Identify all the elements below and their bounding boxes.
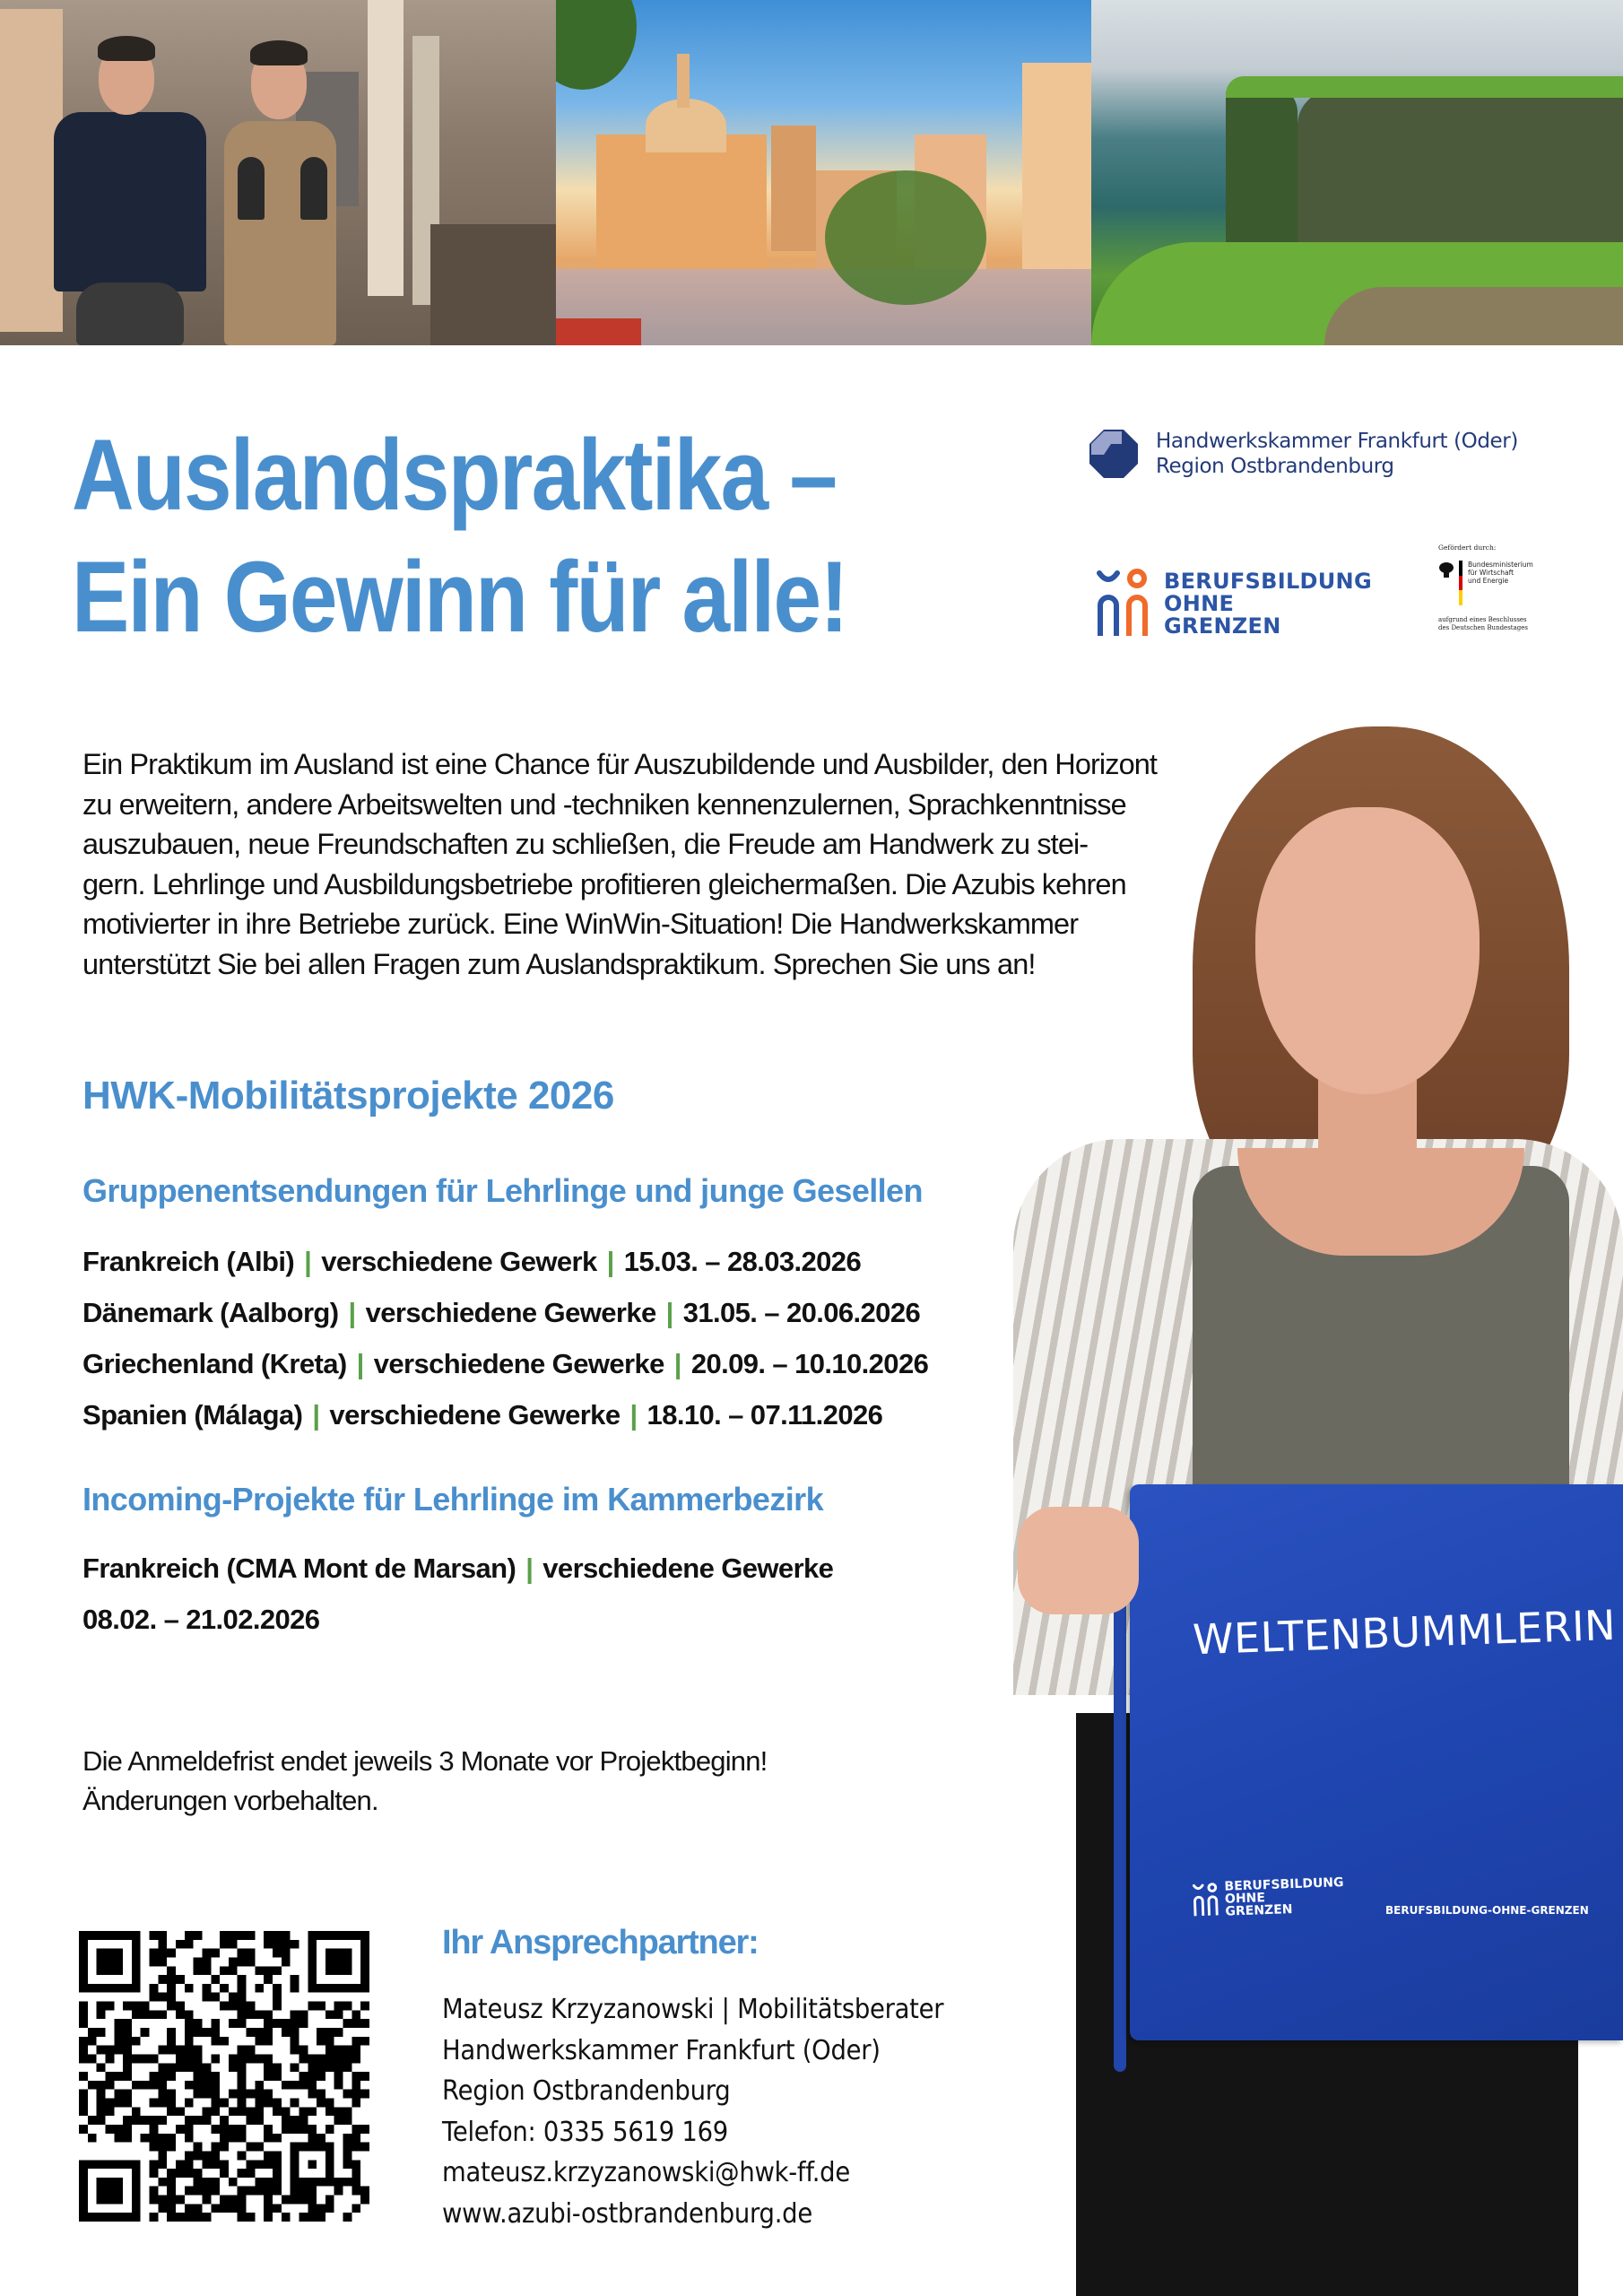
weltenbummlerin-bag xyxy=(1130,1484,1623,2040)
project-trades: verschiedene Gewerk xyxy=(321,1245,597,1277)
intro-line: motivierter in ihre Betriebe zurück. Eine WinWin-Situation! Die Handwerkskammer xyxy=(82,908,1079,941)
project-row xyxy=(82,1287,928,1338)
decree-line-2: des Deutschen Bundestages xyxy=(1438,624,1528,631)
contact-details xyxy=(442,1989,943,2234)
contact-website-link[interactable]: www.azubi-ostbrandenburg.de xyxy=(442,2197,812,2230)
photo-workshop xyxy=(0,0,556,345)
separator: | xyxy=(312,1398,320,1431)
intro-line: auszubauen, neue Freundschaften zu schließen, die Freude am Handwerk zu stei- xyxy=(82,828,1089,861)
qr-code[interactable] xyxy=(79,1931,369,2222)
face xyxy=(1255,807,1480,1094)
page-title xyxy=(72,414,873,658)
hwk-logo xyxy=(1089,429,1518,479)
deadline-note: Die Anmeldefrist endet jeweils 3 Monate vor Projektbeginn! xyxy=(82,1745,768,1777)
intro-line: zu erweitern, andere Arbeitswelten und -techniken kennenzulernen, Sprachkenntnisse xyxy=(82,787,1126,821)
hand xyxy=(1018,1507,1139,1614)
project-dates: 20.09. – 10.10.2026 xyxy=(690,1347,929,1379)
contact-org-line-1: Handwerkskammer Frankfurt (Oder) xyxy=(442,2034,881,2066)
contact-heading: Ihr Ansprechpartner: xyxy=(442,1924,759,1961)
berufsbildung-ohne-grenzen-logo xyxy=(1096,568,1372,639)
bag-logo-line-1: BERUFSBILDUNG xyxy=(1224,1875,1344,1894)
craftsman-figure xyxy=(54,22,206,345)
bag-bog-logo xyxy=(1192,1876,1344,1919)
separator: | xyxy=(525,1552,534,1584)
federal-eagle-icon xyxy=(1438,561,1454,578)
bog-figures-icon xyxy=(1192,1882,1219,1918)
separator: | xyxy=(673,1347,681,1379)
incoming-projects-heading: Incoming-Projekte für Lehrlinge im Kammerbezirk xyxy=(82,1481,823,1518)
bag-url: BERUFSBILDUNG-OHNE-GRENZEN xyxy=(1385,1904,1589,1917)
project-row xyxy=(82,1338,928,1389)
changes-note: Änderungen vorbehalten. xyxy=(82,1785,378,1816)
photo-valencia xyxy=(556,0,1091,345)
funded-by-label: Gefördert durch: xyxy=(1438,544,1497,552)
project-destination: Spanien (Málaga) xyxy=(82,1398,303,1431)
projects-heading: HWK-Mobilitätsprojekte 2026 xyxy=(82,1074,614,1118)
header-photo-strip xyxy=(0,0,1623,345)
qr-code-icon xyxy=(79,1931,369,2222)
separator: | xyxy=(356,1347,364,1379)
ministry-line-2: für Wirtschaft xyxy=(1468,569,1515,577)
bog-line-2: OHNE xyxy=(1164,590,1235,616)
contact-email-link[interactable]: mateusz.krzyzanowski@hwk-ff.de xyxy=(442,2157,850,2188)
project-trades: verschiedene Gewerke xyxy=(329,1398,621,1431)
contact-name-role: Mateusz Krzyzanowski | Mobilitätsberater xyxy=(442,1994,944,2025)
separator: | xyxy=(348,1296,356,1328)
project-destination: Dänemark (Aalborg) xyxy=(82,1296,339,1328)
project-destination: Frankreich (CMA Mont de Marsan) xyxy=(82,1552,516,1584)
project-dates: 08.02. – 21.02.2026 xyxy=(82,1603,320,1635)
project-destination: Frankreich (Albi) xyxy=(82,1245,295,1277)
contact-org-line-2: Region Ostbrandenburg xyxy=(442,2075,731,2107)
hwk-octagon-icon xyxy=(1089,430,1138,478)
bag-title: WELTENBUMMLERIN xyxy=(1192,1600,1617,1665)
project-row xyxy=(82,1389,928,1440)
hwk-logo-line-1: Handwerkskammer Frankfurt (Oder) xyxy=(1156,430,1518,453)
project-trades: verschiedene Gewerke xyxy=(373,1347,664,1379)
project-dates: 18.10. – 07.11.2026 xyxy=(647,1398,883,1431)
title-line-2: Ein Gewinn für alle! xyxy=(72,541,847,653)
intro-paragraph xyxy=(82,744,1253,985)
separator: | xyxy=(665,1296,673,1328)
photo-cliffs xyxy=(1091,0,1623,345)
title-line-1: Auslandspraktika – xyxy=(72,419,837,531)
apprentice-figure xyxy=(211,22,363,345)
intro-line: unterstützt Sie bei allen Fragen zum Auslandspraktikum. Sprechen Sie uns an! xyxy=(82,947,1036,980)
contact-phone[interactable]: Telefon: 0335 5619 169 xyxy=(442,2116,728,2148)
separator: | xyxy=(606,1245,614,1277)
intro-line: gern. Lehrlinge und Ausbildungsbetriebe profitieren gleichermaßen. Die Azubis kehren xyxy=(82,867,1126,900)
project-row xyxy=(82,1543,833,1594)
incoming-project xyxy=(82,1543,833,1645)
project-dates: 31.05. – 20.06.2026 xyxy=(682,1296,921,1328)
bag-logo-line-3: GRENZEN xyxy=(1225,1902,1293,1919)
ministry-line-3: und Energie xyxy=(1468,577,1509,585)
project-dates: 15.03. – 28.03.2026 xyxy=(623,1245,862,1277)
project-destination: Griechenland (Kreta) xyxy=(82,1347,347,1379)
decree-line-1: aufgrund eines Beschlusses xyxy=(1438,616,1527,623)
group-projects-heading: Gruppenentsendungen für Lehrlinge und junge Gesellen xyxy=(82,1172,923,1209)
bog-figures-icon xyxy=(1096,568,1151,639)
bog-line-3: GRENZEN xyxy=(1164,613,1281,639)
german-flag-icon xyxy=(1459,561,1462,605)
group-projects-list xyxy=(82,1236,928,1440)
ministry-line-1: Bundesministerium xyxy=(1468,561,1533,569)
bog-line-1: BERUFSBILDUNG xyxy=(1164,568,1372,594)
hwk-logo-line-2: Region Ostbrandenburg xyxy=(1156,455,1394,478)
intro-line: Ein Praktikum im Ausland ist eine Chance für Auszubildende und Ausbilder, den Horizont xyxy=(82,748,1158,780)
project-trades: verschiedene Gewerke xyxy=(542,1552,834,1584)
bmwi-funding-logo xyxy=(1438,544,1544,632)
project-dates-row xyxy=(82,1594,833,1645)
project-row xyxy=(82,1236,928,1287)
separator: | xyxy=(304,1245,312,1277)
project-trades: verschiedene Gewerke xyxy=(365,1296,656,1328)
separator: | xyxy=(629,1398,638,1431)
bag-logo-line-2: OHNE xyxy=(1224,1891,1266,1907)
registration-notes xyxy=(82,1742,767,1821)
